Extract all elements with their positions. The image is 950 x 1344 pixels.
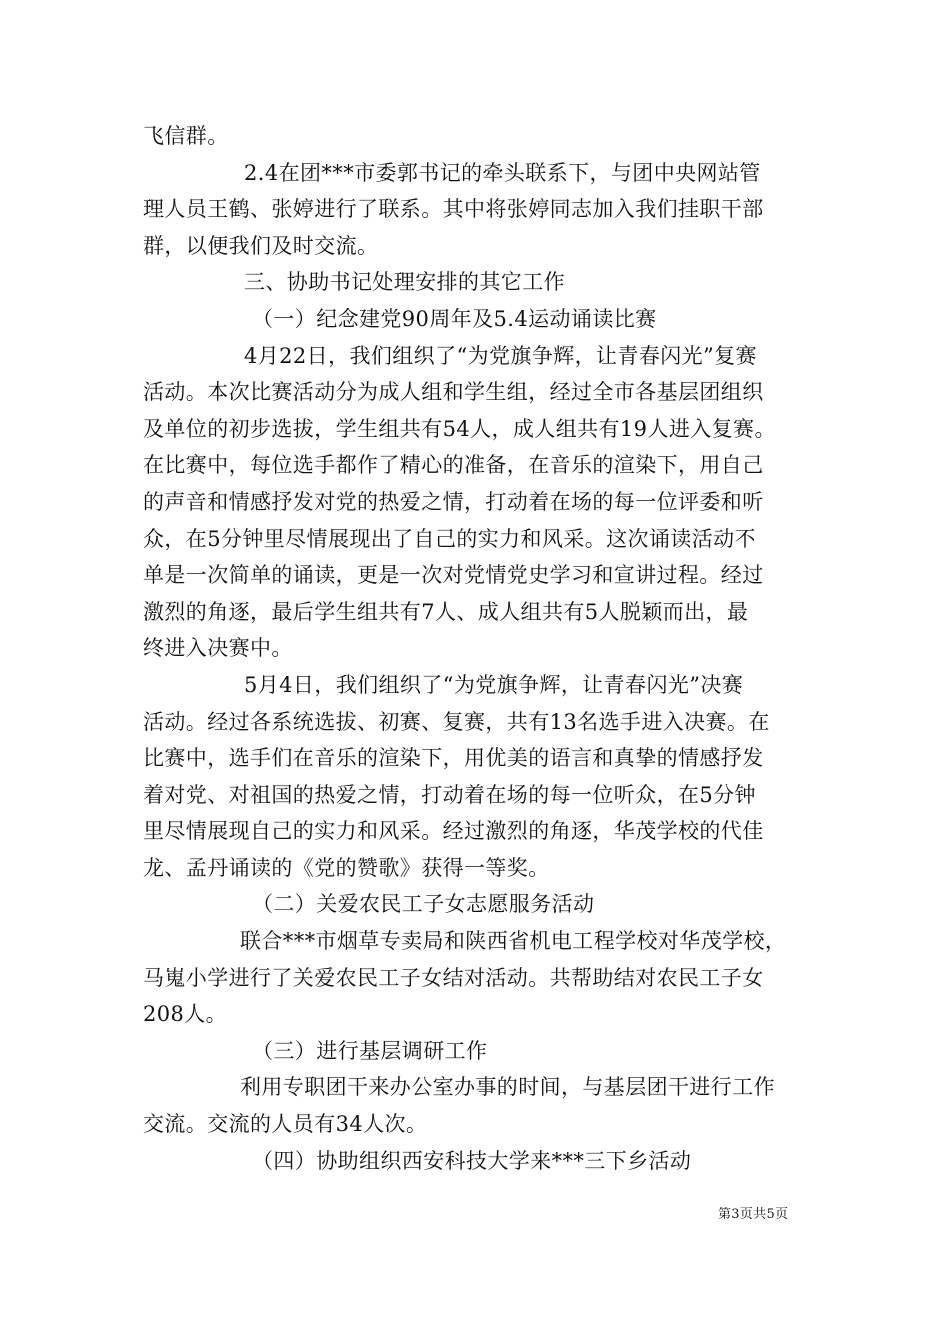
- text-line: 终进入决赛中。: [143, 636, 293, 661]
- text-line: 单是一次简单的诵读，更是一次对党情党史学习和宣讲过程。经过: [143, 563, 764, 588]
- text-line: 三、协助书记处理安排的其它工作: [244, 270, 565, 295]
- text-line: 在比赛中，每位选手都作了精心的准备，在音乐的渲染下，用自己: [143, 453, 764, 478]
- text-line: 活动。本次比赛活动分为成人组和学生组，经过全市各基层团组织: [143, 380, 764, 405]
- text-line: 及单位的初步选拔，学生组共有54人，成人组共有19人进入复赛。: [143, 416, 776, 441]
- text-line: 2.4在团***市委郭书记的牵头联系下，与团中央网站管: [244, 160, 761, 185]
- text-line: 利用专职团干来办公室办事的时间，与基层团干进行工作: [240, 1075, 775, 1100]
- text-line: 激烈的角逐，最后学生组共有7人、成人组共有5人脱颖而出，最: [143, 599, 749, 624]
- text-line: 众，在5分钟里尽情展现出了自己的实力和风采。这次诵读活动不: [143, 526, 756, 551]
- text-line: 飞信群。: [143, 124, 229, 148]
- text-line: （三）进行基层调研工作: [252, 1038, 488, 1063]
- text-line: 联合***市烟草专卖局和陕西省机电工程学校对华茂学校，: [240, 929, 787, 954]
- text-line: 马嵬小学进行了关爱农民工子女结对活动。共帮助结对农民工子女: [143, 965, 764, 990]
- text-line: 里尽情展现自己的实力和风采。经过激烈的角逐，华茂学校的代佳: [143, 819, 764, 844]
- text-line: 4月22日，我们组织了“为党旗争辉，让青春闪光”复赛: [244, 343, 757, 368]
- document-body: [143, 118, 810, 1179]
- text-line: （一）纪念建党90周年及5.4运动诵读比赛: [252, 306, 657, 331]
- text-line: （四）协助组织西安科技大学来***三下乡活动: [252, 1148, 692, 1173]
- text-line: （二）关爱农民工子女志愿服务活动: [252, 892, 595, 917]
- text-line: 群，以便我们及时交流。: [143, 233, 379, 258]
- text-line: 的声音和情感抒发对党的热爱之情，打动着在场的每一位评委和听: [143, 489, 764, 514]
- text-line: 比赛中，选手们在音乐的渲染下，用优美的语言和真挚的情感抒发: [143, 746, 764, 771]
- text-line: 理人员王鹤、张婷进行了联系。其中将张婷同志加入我们挂职干部: [143, 197, 764, 222]
- text-line: 着对党、对祖国的热爱之情，打动着在场的每一位听众，在5分钟: [143, 782, 756, 807]
- text-line: 交流。交流的人员有34人次。: [143, 1112, 428, 1137]
- text-line: 208人。: [143, 1002, 228, 1027]
- page-number-footer: 第3页共5页: [718, 1207, 789, 1222]
- text-line: 5月4日，我们组织了“为党旗争辉，让青春闪光”决赛: [244, 672, 744, 697]
- text-line: 活动。经过各系统选拔、初赛、复赛，共有13名选手进入决赛。在: [143, 709, 770, 734]
- text-line: 龙、孟丹诵读的《党的赞歌》获得一等奖。: [143, 855, 550, 880]
